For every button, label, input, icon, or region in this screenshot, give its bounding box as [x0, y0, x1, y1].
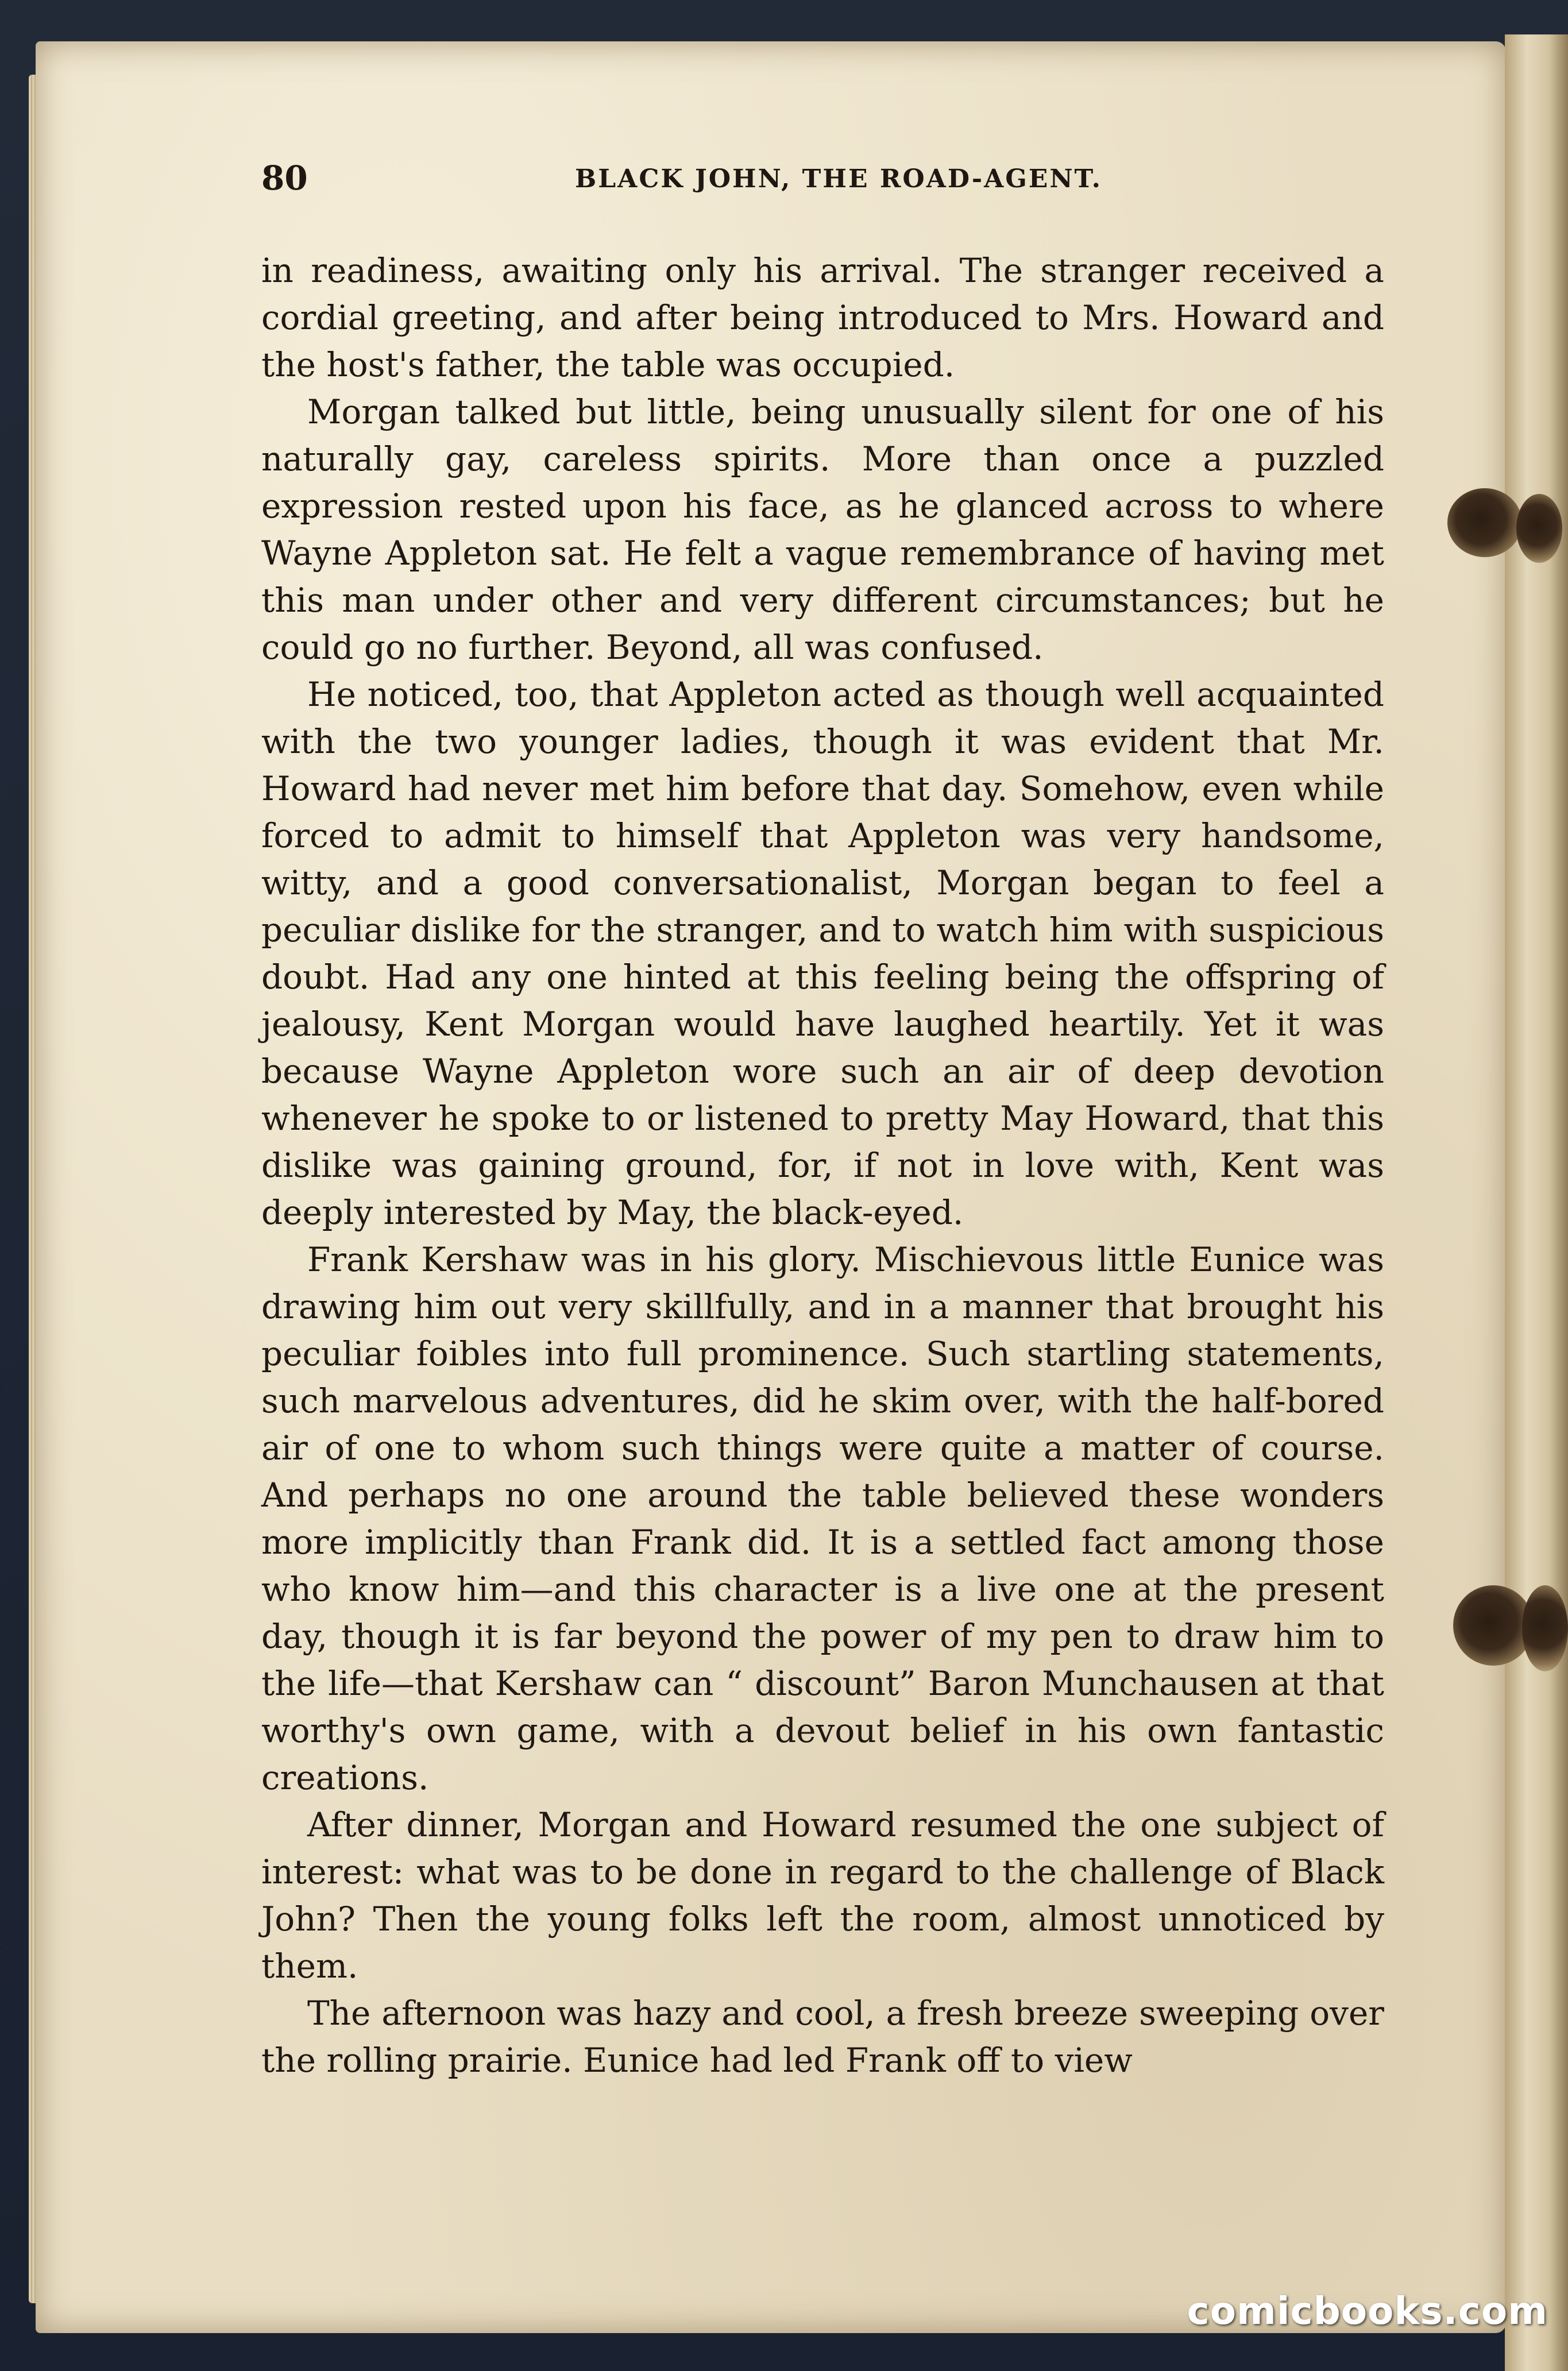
paragraph: Frank Kershaw was in his glory. Mischievous little Eunice was drawing him out very skillfully, and in a manner that brought his peculiar foibles into full prominence. Such startling statements, such marvelous adventures, did he skim over, with the half-bored air of one to whom such things were quite a matter of course. And perhaps no one around the table believed these wonders more implicitly than Frank did. It is a settled fact among those who know him—and this character is a live one at the present day, though it is far beyond the power of my pen to draw him to the life—that Kershaw can “ discount” Baron Munchausen at that worthy's own game, with a devout belief in his own fantastic creations.	[261, 1240, 1384, 1797]
paragraph: He noticed, too, that Appleton acted as though well acquainted with the two younger ladies, though it was evident that Mr. Howard had never met him before that day. Somehow, even while forced to admit to himself that Appleton was very handsome, witty, and a good conversationalist, Morgan began to feel a peculiar dislike for the stranger, and to watch him with suspicious doubt. Had any one hinted at this feeling being the offspring of jealousy, Kent Morgan would have laughed heartily. Yet it was because Wayne Appleton wore such an air of deep devotion whenever he spoke to or listened to pretty May Howard, that this dislike was gaining ground, for, if not in love with, Kent was deeply interested by May, the black-eyed.	[261, 675, 1384, 1232]
running-head	[261, 159, 1381, 198]
body-text	[261, 247, 1384, 2084]
paragraph: The afternoon was hazy and cool, a fresh breeze sweeping over the rolling prairie. Eunice had led Frank off to view	[261, 1994, 1384, 2080]
watermark: comicbooks.com	[1187, 2289, 1548, 2333]
paragraph: in readiness, awaiting only his arrival. The stranger received a cordial greeting, and after being introduced to Mrs. Howard and the host's father, the table was occupied.	[261, 251, 1384, 384]
binding-hole-upper	[1447, 488, 1522, 557]
binding-hole-upper-gutter	[1516, 494, 1562, 563]
paragraph: After dinner, Morgan and Howard resumed the one subject of interest: what was to be done in regard to the challenge of Black John? Then the young folks left the room, almost unnoticed by them.	[261, 1805, 1384, 1986]
book-gutter	[1505, 34, 1568, 2371]
binding-hole-lower	[1453, 1585, 1534, 1666]
running-title: BLACK JOHN, THE ROAD-AGENT.	[575, 164, 1102, 194]
paragraph: Morgan talked but little, being unusually silent for one of his naturally gay, careless spirits. More than once a puzzled expression rested upon his face, as he glanced across to where Wayne Appleton sat. He felt a vague remembrance of having met this man under other and very different circumstances; but he could go no further. Beyond, all was confused.	[261, 392, 1384, 667]
binding-hole-lower-gutter	[1522, 1585, 1568, 1671]
page-number: 80	[261, 159, 308, 198]
